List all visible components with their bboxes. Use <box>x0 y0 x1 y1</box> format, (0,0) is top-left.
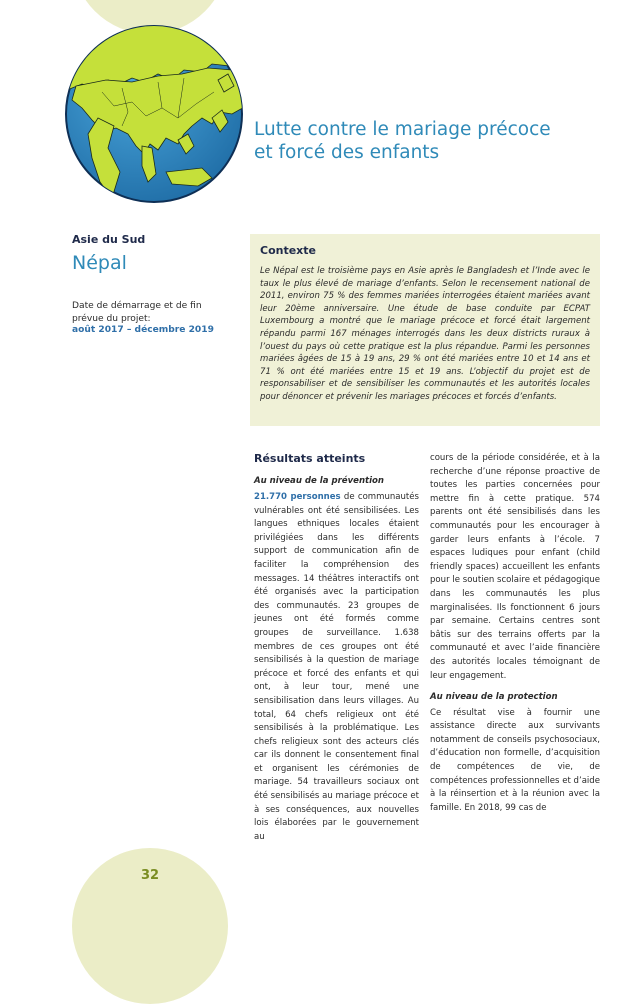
region-label: Asie du Sud <box>72 233 146 246</box>
globe-asia-icon <box>62 22 246 206</box>
context-title: Contexte <box>260 244 316 257</box>
project-dates-label: Date de démarrage et de fin prévue du projet: <box>72 301 202 324</box>
context-box <box>250 234 600 426</box>
right-column <box>430 452 600 815</box>
protection-text: Ce résultat vise à fournir une assistance directe aux survivants notamment de conseils psychosociaux, d’éducation non formelle, d’acquisition de compétences de vie, de compétences professionnelles et d’aide à la réinsertion et à la réunion avec la famille. En 2018, 99 cas de <box>430 707 600 813</box>
prevention-highlight: 21.770 personnes <box>254 492 341 502</box>
page-title-line-2: et forcé des enfants <box>254 142 440 163</box>
prevention-paragraph <box>254 491 419 844</box>
results-title: Résultats atteints <box>254 452 366 465</box>
prevention-text: de communautés vulnérables ont été sensibilisées. Les langues ethniques locales étaient privilégiées dans les différents support de communication afin de faciliter la compréhension des messages. 14 théâtres interactifs ont été organisés avec la participation des communautés. 23 groupes de jeunes ont été formés comme groupes de surveillance. 1.638 membres de ces groupes ont été sensibilisés à la question de mariage précoce et forcé des enfants et qui ont, à leur tour, mené une sensibilisation dans leurs villages. Au total, 64 chefs religieux ont été sensibilisés à la problématique. Les chefs religieux sont des acteurs clés car ils donnent le consentement final et organisent les cérémonies de mariage. 54 travailleurs sociaux ont été sensibilisés au mariage précoce et à ses conséquences, aux nouvelles lois élaborées par le gouvernement au <box>254 492 419 842</box>
page-number: 32 <box>140 868 160 883</box>
protection-heading: Au niveau de la protection <box>430 692 558 703</box>
project-dates-value: août 2017 – décembre 2019 <box>72 325 214 335</box>
context-body: Le Népal est le troisième pays en Asie après le Bangladesh et l’Inde avec le taux le plus élevé de mariage d’enfants. Selon le recensement national de 2011, environ 75 % des femmes mariées interrogées étaient mariées avant leur 20ème anniversaire. Une étude de base conduite par ECPAT Luxembourg a montré que le mariage précoce et forcé était largement répandu parmi 167 ménages interrogés dans les deux districts ruraux à l’ouest du pays où cette pratique est la plus répandue. Parmi les personnes mariées âgées de 15 à 19 ans, 29 % ont été mariées entre 10 et 14 ans et 71 % ont été mariées entre 15 et 19 ans. L’objectif du projet est de responsabiliser et de sensibiliser les communautés et les autorités locales pour dénoncer et prévenir les mariages précoces et forcés d’enfants. <box>260 266 590 402</box>
country-name: Népal <box>72 252 127 274</box>
prevention-heading: Au niveau de la prévention <box>254 476 385 486</box>
page-title <box>254 118 594 164</box>
prevention-continued: cours de la période considérée, et à la recherche d’une réponse proactive de toutes les parties concernées pour mettre fin à cette pratique. 574 parents ont été sensibilisés dans les communautés pour les encourager à garder leurs enfants à l’école. 7 espaces ludiques pour enfant (child friendly spaces) accueillent les enfants pour le soutien scolaire et pédagogique dans les communautés les plus marginalisées. Ils fonctionnent 6 jours par semaine. Certains centres sont bâtis sur des terrains offerts par la communauté et avec l’aide financière des autorités locales témoignant de leur engagement. <box>430 453 600 681</box>
page-title-line-1: Lutte contre le mariage précoce <box>254 119 551 140</box>
